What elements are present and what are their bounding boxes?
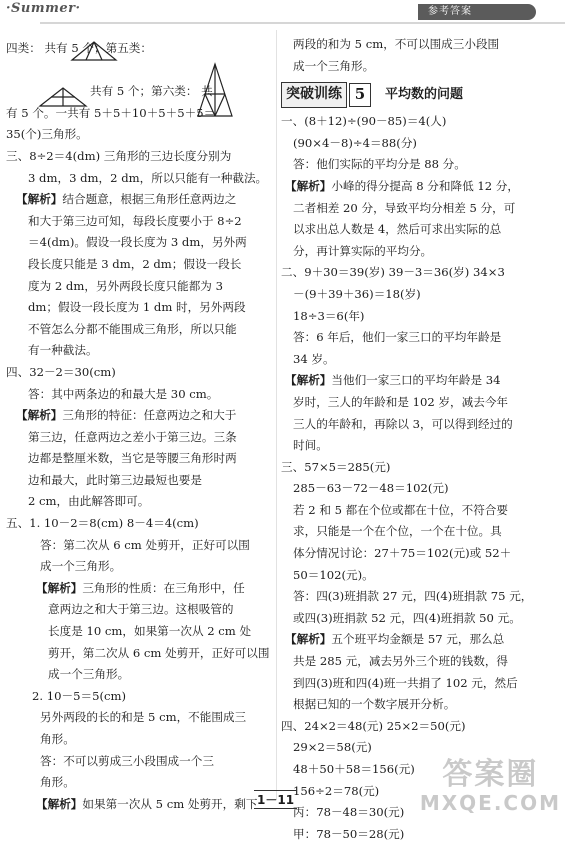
text-line: 2. 10－5＝5(cm) xyxy=(32,688,126,703)
section-header xyxy=(281,81,561,109)
section-box-label: 突破训练 xyxy=(281,82,347,108)
text-line: 另外两段的长的和是 5 cm，不能围成三 xyxy=(40,710,247,725)
text-line: 剪开，第二次从 6 cm 处剪开，正好可以围 xyxy=(48,645,270,660)
answer-key-tag: 参考答案 xyxy=(418,4,536,20)
text-line: 156÷2＝78(元) xyxy=(293,783,380,798)
text-line: 五、1. 10－2＝8(cm) 8－4＝4(cm) xyxy=(6,516,199,531)
text-line: 18÷3＝6(年) xyxy=(293,308,365,323)
text-line: 答：不可以剪成三小段围成一个三 xyxy=(40,753,214,768)
text-line: 若 2 和 5 都在个位或都在十位，不符合要 xyxy=(293,502,508,517)
text-line: 一、(8＋12)÷(90－85)＝4(人) xyxy=(281,114,447,129)
analysis-label: 【解析】 xyxy=(16,192,63,207)
analysis-label: 【解析】 xyxy=(285,373,332,388)
text-line: 29×2＝58(元) xyxy=(293,740,372,755)
text-line: 角形。 xyxy=(40,775,75,790)
text-line: 分，再计算实际的平均分。 xyxy=(293,243,433,258)
analysis-line: 【解析】三角形的特征：任意两边之和大于 xyxy=(16,408,237,423)
text-line: 以求出总人数是 4，然后可求出实际的总 xyxy=(293,222,502,237)
page-number: 1－11 xyxy=(254,790,297,809)
analysis-line: 【解析】当他们一家三口的平均年龄是 34 xyxy=(285,373,501,388)
text-line: 意两边之和大于第三边。这根吸管的 xyxy=(48,602,234,617)
text-line: 答：四(3)班捐款 27 元，四(4)班捐款 75 元， xyxy=(293,589,533,604)
text-line: 有 5 个。一共有 5＋5＋10＋5＋5＋5＝ xyxy=(6,105,216,120)
text-line: 二者相差 20 分，导致平均分相差 5 分，可 xyxy=(293,200,516,215)
text-line: 答：他们实际的平均分是 88 分。 xyxy=(293,157,466,172)
text-line: (90×4－8)÷4＝88(分) xyxy=(293,135,417,150)
text-line: 时间。 xyxy=(293,438,328,453)
text-line: 共有 5 个；第六类： 共 xyxy=(90,84,213,99)
text-line: 求，只能是一个在个位，一个在十位。具 xyxy=(293,524,502,539)
text-line: 第三边，任意两边之差小于第三边。三条 xyxy=(28,429,237,444)
analysis-line: 【解析】结合题意，根据三角形任意两边之 xyxy=(16,192,237,207)
text-line: 35(个)三角形。 xyxy=(6,127,88,142)
text-line: 根据已知的一个数字展开分析。 xyxy=(293,697,456,712)
text-line: 答：6 年后，他们一家三口的平均年龄是 xyxy=(293,330,502,345)
text-line: 度为 2 dm，另外两段长度只能都为 3 xyxy=(28,278,223,293)
text-line: 边都是整厘米数，当它是等腰三角形时两 xyxy=(28,451,237,466)
text-line: ＝4(dm)。假设一段长度为 3 dm，另外两 xyxy=(28,235,247,250)
text-line: 三、57×5＝285(元) xyxy=(281,459,391,474)
text-line: 和大于第三边可知，每段长度要小于 8÷2 xyxy=(28,213,242,228)
text-line: dm；假设一段长度为 1 dm 时，另外两段 xyxy=(28,300,246,315)
text-line: 成一个三角形。 xyxy=(40,559,122,574)
analysis-label: 【解析】 xyxy=(285,632,332,647)
text-line: 到四(3)班和四(4)班一共捐了 102 元，然后 xyxy=(293,675,518,690)
text-line: 成一个三角形。 xyxy=(48,667,130,682)
text-line: 共是 285 元，减去另外三个班的钱数，得 xyxy=(293,654,509,669)
text-line: 角形。 xyxy=(40,732,75,746)
header-rule xyxy=(40,22,565,24)
text-line: 丙：78－48＝30(元) xyxy=(293,805,405,820)
text-line: －(9＋39＋36)＝18(岁) xyxy=(293,286,421,301)
analysis-line: 【解析】五个班平均金额是 57 元，那么总 xyxy=(285,632,505,647)
text-line: 四、24×2＝48(元) 25×2＝50(元) xyxy=(281,718,466,733)
text-line: 有一种截法。 xyxy=(28,343,98,358)
text-line: 三、8÷2＝4(dm) 三角形的三边长度分别为 xyxy=(6,148,232,163)
text-line: 甲：78－50＝28(元) xyxy=(293,826,405,841)
column-divider xyxy=(276,30,277,800)
text-line: 边和最大，此时第三边最短也要是 xyxy=(28,472,202,487)
text-line: 四、32－2＝30(cm) xyxy=(6,364,116,379)
text-line: 岁时，三人的年龄和是 102 岁，减去今年 xyxy=(293,394,509,409)
left-column xyxy=(6,38,272,815)
text-line: 答：其中两条边的和最大是 30 cm。 xyxy=(28,386,219,401)
watermark: 答案圈 MXQE.COM xyxy=(419,757,561,815)
text-line: 答：第二次从 6 cm 处剪开，正好可以围 xyxy=(40,537,250,552)
text-line: 不管怎么分都不能围成三角形，所以只能 xyxy=(28,321,237,336)
analysis-label: 【解析】 xyxy=(16,408,63,423)
page-header xyxy=(0,0,565,30)
text-line: 285－63－72－48＝102(元) xyxy=(293,481,449,496)
section-number: 5 xyxy=(349,83,371,107)
analysis-line: 【解析】如果第一次从 5 cm 处剪开，剩下 xyxy=(36,796,258,811)
text-line: 体分情况讨论：27＋75＝102(元)或 52＋ xyxy=(293,546,512,561)
analysis-label: 【解析】 xyxy=(36,796,83,811)
section-title: 平均数的问题 xyxy=(385,87,464,103)
text-line: 两段的和为 5 cm，不可以围成三小段围 xyxy=(293,37,500,51)
brand-logo: ·Summer· xyxy=(6,1,81,16)
text-line: 三人的年龄和，再除以 3，可以得到经过的 xyxy=(293,416,513,431)
text-line: 二、9＋30＝39(岁) 39－3＝36(岁) 34×3 xyxy=(281,265,505,280)
text-line: 3 dm，3 dm，2 dm，所以只能有一种截法。 xyxy=(28,170,268,185)
text-line: 2 cm，由此解答即可。 xyxy=(28,494,150,509)
right-column xyxy=(281,34,561,845)
text-line: 长度是 10 cm，如果第一次从 2 cm 处 xyxy=(48,624,252,639)
text-line: 50＝102(元)。 xyxy=(293,567,374,582)
analysis-line: 【解析】三角形的性质：在三角形中，任 xyxy=(36,580,245,595)
text-line: 四类： 共有 5 个；第五类： xyxy=(6,41,152,55)
text-line: 或四(3)班捐款 52 元，四(4)班捐款 50 元。 xyxy=(293,610,521,625)
text-line: 段长度只能是 3 dm，2 dm；假设一段长 xyxy=(28,256,242,271)
text-line: 成一个三角形。 xyxy=(293,58,375,73)
text-line: 34 岁。 xyxy=(293,351,335,366)
analysis-label: 【解析】 xyxy=(36,580,83,595)
text-line: 48＋50＋58＝156(元) xyxy=(293,762,415,776)
analysis-line: 【解析】小峰的得分提高 8 分和降低 12 分， xyxy=(285,178,519,193)
analysis-label: 【解析】 xyxy=(285,178,332,193)
